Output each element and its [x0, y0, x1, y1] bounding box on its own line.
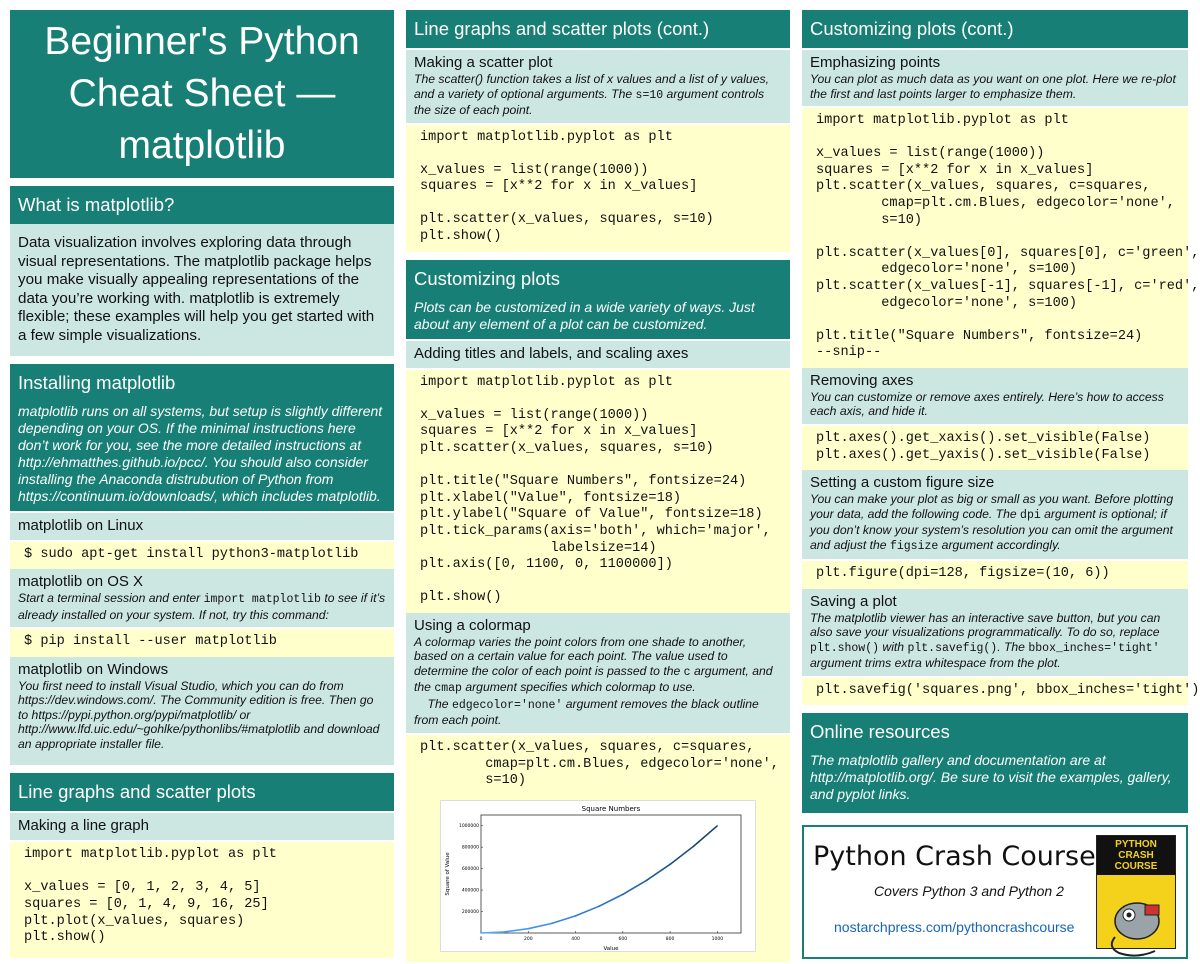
sub-description: A colormap varies the point colors from one shade to another, based on a certain value for each point. The value used to determine the color of each point is passed to the c argument, and the cmap argument specifies which colormap to use. The edgecolor='none' argument removes the black outline from each point.	[414, 634, 773, 728]
section-scatter	[406, 10, 790, 252]
sub-heading: Removing axes	[810, 371, 914, 389]
code-block: import matplotlib.pyplot as plt x_values = list(range(1000)) squares = [x**2 for x in x_values] plt.scatter(x_values, squares, s=10) plt.title("Square Numbers", fontsize=24) plt.xlabel("Value", fontsize=18) plt.ylabel("Square of Value", fontsize=18) plt.tick_params(axis='both', which='major', labelsize=14) plt.axis([0, 1100, 0, 1100000]) plt.show()	[406, 368, 790, 613]
x-tick-label: 800	[665, 936, 675, 942]
book-subtitle: Covers Python 3 and Python 2	[874, 883, 1064, 900]
sub-heading: Setting a custom figure size	[810, 474, 995, 492]
x-tick-label: 400	[571, 936, 580, 942]
section-body: Data visualization involves exploring data through visual representations. The matplotlib package helps you make visually appealing representations of the data you’re working with. matplotlib is extremely flexible; these examples will help you get started with a few simple visualizations.	[10, 224, 394, 356]
sub-description: Start a terminal session and enter import matplotlib to see if it’s already installed on your system. If not, try this command:	[18, 591, 386, 622]
x-tick-label: 200	[523, 936, 533, 942]
section-customizing-cont	[802, 10, 1200, 705]
sub-heading: Making a scatter plot	[414, 54, 553, 71]
column-2	[406, 10, 790, 962]
sub-scatter	[406, 50, 790, 123]
sub-emphasizing	[802, 50, 1188, 106]
code-block: import matplotlib.pyplot as plt x_values = [0, 1, 2, 3, 4, 5] squares = [0, 1, 4, 9, 16, 25] plt.plot(x_values, squares) plt.show()	[10, 840, 394, 958]
x-axis-label: Value	[603, 945, 619, 952]
sub-heading: Using a colormap	[414, 616, 531, 634]
sub-removing-axes	[802, 368, 1188, 424]
y-tick-label: 400000	[461, 888, 479, 894]
sub-description: You can plot as much data as you want on one plot. Here we re-plot the first and last points larger to emphasize them.	[810, 72, 1176, 101]
series-segment	[481, 932, 505, 933]
code-block: plt.axes().get_xaxis().set_visible(False) plt.axes().get_yaxis().set_visible(False)	[802, 424, 1188, 470]
column-3	[802, 10, 1200, 959]
square-numbers-chart	[441, 801, 757, 953]
section-heading: What is matplotlib?	[10, 186, 394, 224]
sub-heading: matplotlib on OS X	[18, 573, 144, 591]
section-customizing	[406, 260, 790, 962]
sub-linux	[10, 513, 394, 540]
sub-description: You first need to install Visual Studio, which you can do from https://dev.windows.com/. The Community edition is free. Then go to https://pypi.python.org/pypi/matplotlib/ or http://www.lfd.uic.edu/~gohlke/pythonlibs/#matplotlib and download an appropriate installer file.	[18, 678, 380, 751]
section-heading: Line graphs and scatter plots	[10, 773, 394, 811]
book-title: Python Crash Course	[813, 841, 1096, 873]
x-tick-label: 600	[618, 936, 628, 942]
sub-heading: Emphasizing points	[810, 54, 941, 71]
code-block: $ sudo apt-get install python3-matplotlib	[10, 540, 394, 570]
book-promo	[802, 825, 1188, 959]
sub-osx	[10, 569, 394, 627]
column-1	[10, 10, 394, 958]
sub-heading: matplotlib on Windows	[18, 660, 169, 678]
code-block: plt.figure(dpi=128, figsize=(10, 6))	[802, 559, 1188, 589]
y-axis-label: Square of Value	[445, 852, 451, 896]
x-tick-label: 1000	[711, 936, 724, 942]
sub-heading: Saving a plot	[810, 592, 897, 610]
sub-windows	[10, 657, 394, 766]
code-block: plt.scatter(x_values, squares, c=squares, cmap=plt.cm.Blues, edgecolor='none', s=10)	[406, 733, 790, 796]
sub-heading: Making a line graph	[18, 817, 149, 835]
plot-area	[481, 815, 741, 933]
sub-colormap	[406, 613, 790, 733]
sub-description: You can make your plot as big or small as you want. Before plotting your data, add the following code. The dpi argument is optional; if you don’t know your system’s resolution you can omit the argument and adjust the figsize argument accordingly.	[810, 492, 1174, 553]
sub-saving	[802, 589, 1188, 676]
chart-frame	[440, 800, 756, 952]
section-online-resources	[802, 713, 1188, 813]
sub-description: The scatter() function takes a list of x values and a list of y values, and a variety of optional arguments. The s=10 argument controls the size of each point.	[414, 72, 769, 117]
sub-heading: matplotlib on Linux	[18, 516, 144, 534]
y-tick-label: 1000000	[458, 823, 479, 829]
y-tick-label: 800000	[461, 845, 479, 851]
code-block: $ pip install --user matplotlib	[10, 627, 394, 657]
y-tick-label: 600000	[461, 866, 479, 872]
book-cover-image	[1096, 835, 1176, 949]
section-heading: Customizing plots	[406, 260, 790, 298]
section-heading: Line graphs and scatter plots (cont.)	[406, 10, 790, 48]
section-heading: Customizing plots (cont.)	[802, 10, 1188, 48]
section-line-graphs	[10, 773, 394, 958]
book-cover-title: PYTHON CRASH COURSE	[1097, 836, 1175, 875]
section-intro: matplotlib runs on all systems, but setup is slightly different depending on your OS. If the minimal instructions here don’t work for you, see the more detailed instructions at http://ehmatthes.github.io/pcc/. You should also consider installing the Anaconda distrubution of Python from https://continuum.io/downloads/, which includes matplotlib.	[10, 402, 394, 511]
sub-description: The matplotlib viewer has an interactive save button, but you can also save your visualizations programmatically. To do so, replace plt.show() with plt.savefig(). The bbox_inches='tight' argument trims extra whitespace from the plot.	[810, 610, 1161, 671]
sub-figure-size	[802, 470, 1188, 559]
section-installing	[10, 364, 394, 766]
y-tick-label: 200000	[461, 909, 479, 915]
page-title: Beginner's Python Cheat Sheet — matplotlib	[10, 10, 394, 178]
section-intro: Plots can be customized in a wide variety of ways. Just about any element of a plot can be customized.	[406, 298, 790, 339]
sub-description: You can customize or remove axes entirely. Here’s how to access each axis, and hide it.	[810, 389, 1164, 419]
chart-title: Square Numbers	[581, 804, 641, 813]
code-block: import matplotlib.pyplot as plt x_values = list(range(1000)) squares = [x**2 for x in x_values] plt.scatter(x_values, squares, s=10) plt.show()	[406, 123, 790, 252]
snake-robot-icon	[1097, 875, 1175, 959]
code-block: import matplotlib.pyplot as plt x_values = list(range(1000)) squares = [x**2 for x in x_values] plt.scatter(x_values, squares, c=squares, cmap=plt.cm.Blues, edgecolor='none', s=10) plt.scatter(x_values[0], squares[0], c='green', edgecolor='none', s=100) plt.scatter(x_values[-1], squares[-1], c='red', edgecolor='none', s=100) plt.title("Square Numbers", fontsize=24) --snip--	[802, 106, 1188, 368]
sub-line-graph	[10, 813, 394, 840]
code-block: plt.savefig('squares.png', bbox_inches='tight')	[802, 676, 1188, 706]
section-intro: The matplotlib gallery and documentation are at http://matplotlib.org/. Be sure to visit the examples, gallery, and pyplot links.	[802, 751, 1188, 813]
section-heading: Online resources	[802, 713, 1188, 751]
chart-container	[406, 796, 790, 962]
section-what-is	[10, 186, 394, 356]
x-tick-label: 0	[479, 936, 483, 942]
sub-titles	[406, 341, 790, 368]
section-heading: Installing matplotlib	[10, 364, 394, 402]
sub-heading: Adding titles and labels, and scaling axes	[414, 344, 689, 362]
book-link[interactable]: nostarchpress.com/pythoncrashcourse	[834, 919, 1075, 936]
